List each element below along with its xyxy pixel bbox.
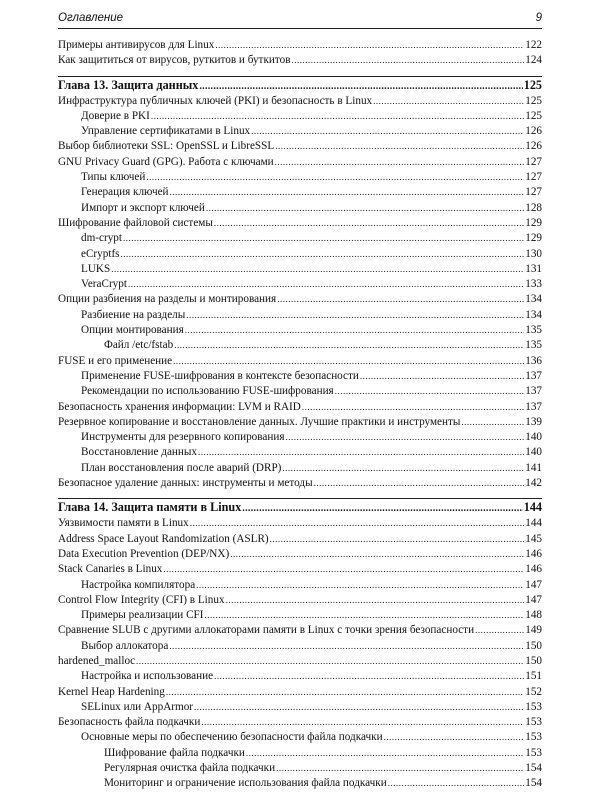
toc-entry — [58, 231, 542, 246]
toc-entry-page: 150 — [525, 639, 542, 652]
toc-entry — [58, 445, 542, 460]
toc-entry-title: Настройка компилятора — [81, 578, 196, 591]
toc-entry-title: Уязвимости памяти в Linux — [58, 517, 189, 530]
toc-entry-title: LUKS — [81, 262, 111, 275]
toc-entry-page: 127 — [525, 171, 542, 184]
toc-entry-title: Глава 14. Защита памяти в Linux — [58, 500, 242, 515]
dot-leader — [302, 400, 524, 415]
toc-entry-title: Kernel Heap Hardening — [58, 685, 165, 698]
toc-entry — [58, 639, 542, 654]
toc-entry-title: Безопасность хранения информации: LVM и RAID — [58, 400, 301, 413]
toc-entry — [58, 216, 542, 231]
dot-leader — [282, 461, 524, 476]
dot-leader — [314, 476, 525, 491]
toc-entry — [58, 247, 542, 262]
toc-entry — [58, 532, 542, 547]
toc-entry — [58, 323, 542, 338]
toc-entry — [58, 761, 542, 776]
toc-entry-page: 137 — [525, 369, 542, 382]
toc-entry — [58, 578, 542, 593]
running-header — [58, 10, 542, 29]
dot-leader — [196, 578, 524, 593]
dot-leader — [190, 516, 524, 531]
toc-entry-page: 150 — [525, 654, 542, 667]
toc-entry-title: Применение FUSE-шифрования в контексте безопасности — [81, 369, 359, 382]
toc-entry — [58, 608, 542, 623]
dot-leader — [246, 746, 524, 761]
toc-entry-page: 149 — [525, 624, 542, 637]
toc-entry-page: 153 — [525, 731, 542, 744]
toc-entry-page: 154 — [525, 777, 542, 790]
dot-leader — [146, 170, 524, 185]
dot-leader — [214, 216, 524, 231]
toc-entry-page: 125 — [525, 94, 542, 107]
toc-entry-page: 151 — [525, 670, 542, 683]
toc-entry — [58, 354, 542, 369]
toc-entry — [58, 308, 542, 323]
toc-entry — [58, 384, 542, 399]
toc-entry — [58, 201, 542, 216]
toc-entry-title: SELinux или AppArmor — [81, 700, 194, 713]
dot-leader — [242, 500, 522, 517]
toc-entry — [58, 562, 542, 577]
toc-entry-page: 152 — [525, 685, 542, 698]
toc-entry-page: 140 — [525, 431, 542, 444]
toc-entry-page: 147 — [525, 593, 542, 606]
toc-entry-title: Stack Canaries в Linux — [58, 563, 163, 576]
toc-entry-page: 137 — [525, 385, 542, 398]
toc-entry-page: 127 — [525, 155, 542, 168]
toc-entry-page: 148 — [525, 609, 542, 622]
dot-leader — [292, 53, 525, 68]
toc-entry-title: eCryptfs — [81, 247, 120, 260]
dot-leader — [285, 430, 524, 445]
dot-leader — [251, 124, 524, 139]
toc-entry-page: 144 — [525, 517, 542, 530]
dot-leader — [215, 38, 524, 53]
dot-leader — [199, 78, 522, 95]
toc-entry-page: 122 — [525, 39, 542, 51]
dot-leader — [198, 445, 524, 460]
toc-entry-title: Инфраструктура публичных ключей (PKI) и безопасность в Linux — [58, 94, 373, 107]
toc-entry-title: Как защититься от вирусов, руткитов и буткитов — [58, 54, 291, 67]
dot-leader — [128, 277, 524, 292]
toc-entry — [58, 476, 542, 491]
toc-entry-title: Импорт и экспорт ключей — [81, 201, 205, 214]
toc-entry-title: Файл /etc/fstab — [104, 339, 174, 352]
toc-entry-title: Примеры реализации CFI — [81, 609, 204, 622]
dot-leader — [276, 761, 524, 776]
toc-entry-title: Сравнение SLUB с другими аллокаторами памяти в Linux с точки зрения безопасности — [58, 624, 475, 637]
toc-entry-title: Безопасное удаление данных: инструменты и методы — [58, 477, 313, 490]
toc-entry-title: Мониторинг и ограничение использования файла подкачки — [104, 777, 387, 790]
toc-entry-title: Глава 13. Защита данных — [58, 77, 199, 92]
toc-entry-page: 126 — [525, 125, 542, 138]
dot-leader — [461, 415, 524, 430]
page-number: 9 — [535, 12, 542, 24]
toc-entry-title: Основные меры по обеспечению безопасности файла подкачки — [81, 731, 383, 744]
toc-entry-page: 144 — [523, 500, 542, 515]
dot-leader — [201, 715, 524, 730]
toc-entry-page: 130 — [525, 247, 542, 260]
toc-entry-title: Рекомендации по использованию FUSE-шифрования — [81, 385, 334, 398]
toc-entry — [58, 94, 542, 109]
toc-entry — [58, 262, 542, 277]
dot-leader — [275, 139, 524, 154]
dot-leader — [335, 384, 525, 399]
toc-entry-title: Безопасность файла подкачки — [58, 716, 201, 729]
toc-entry-page: 141 — [525, 461, 542, 474]
dot-leader — [226, 593, 525, 608]
toc-entry-title: Control Flow Integrity (CFI) в Linux — [58, 593, 225, 606]
toc-entry — [58, 746, 542, 761]
toc-entry-title: Разбиение на разделы — [81, 308, 186, 321]
dot-leader — [163, 562, 524, 577]
toc-entry-title: Примеры антивирусов для Linux — [58, 39, 215, 51]
toc-entry-page: 135 — [525, 324, 542, 337]
toc-entry — [58, 277, 542, 292]
toc-entry-title: Опции монтирования — [81, 324, 184, 337]
toc-entry — [58, 593, 542, 608]
table-of-contents — [58, 38, 542, 792]
toc-entry — [58, 155, 542, 170]
toc-entry-title: Генерация ключей — [81, 186, 169, 199]
dot-leader — [388, 776, 525, 791]
toc-entry-title: Доверие в PKI — [81, 109, 150, 122]
dot-leader — [169, 639, 524, 654]
toc-entry-page: 136 — [525, 354, 542, 367]
toc-entry-title: Настройка и использование — [81, 670, 214, 683]
toc-chapter-heading — [58, 499, 542, 516]
toc-entry-title: Address Space Layout Randomization (ASLR) — [58, 532, 269, 545]
toc-entry-title: hardened_malloc — [58, 654, 136, 667]
dot-leader — [277, 292, 524, 307]
dot-leader — [475, 623, 524, 638]
toc-entry — [58, 38, 542, 53]
toc-entry — [58, 292, 542, 307]
toc-entry — [58, 685, 542, 700]
dot-leader — [185, 323, 524, 338]
toc-entry-page: 139 — [525, 415, 542, 428]
toc-entry — [58, 415, 542, 430]
toc-entry-page: 125 — [525, 109, 542, 122]
toc-entry — [58, 400, 542, 415]
toc-entry-title: Типы ключей — [81, 171, 146, 184]
dot-leader — [151, 109, 524, 124]
toc-entry-title: Выбор аллокатора — [81, 639, 169, 652]
toc-entry — [58, 776, 542, 791]
toc-entry — [58, 109, 542, 124]
toc-entry — [58, 547, 542, 562]
toc-entry-page: 153 — [525, 746, 542, 759]
toc-entry-page: 129 — [525, 232, 542, 245]
dot-leader — [136, 654, 524, 669]
toc-entry — [58, 700, 542, 715]
dot-leader — [206, 201, 524, 216]
toc-entry-page: 134 — [525, 308, 542, 321]
toc-entry-title: Шифрование файла подкачки — [104, 746, 245, 759]
dot-leader — [205, 608, 525, 623]
toc-entry-title: Управление сертификатами в Linux — [81, 125, 251, 138]
toc-entry-page: 153 — [525, 716, 542, 729]
toc-entry-title: Восстановление данных — [81, 446, 197, 459]
toc-entry-page: 140 — [525, 446, 542, 459]
toc-entry-page: 128 — [525, 201, 542, 214]
running-header-title: Оглавление — [58, 12, 123, 24]
toc-entry-page: 153 — [525, 700, 542, 713]
toc-entry-title: Инструменты для резервного копирования — [81, 431, 285, 444]
dot-leader — [275, 155, 525, 170]
toc-entry — [58, 139, 542, 154]
dot-leader — [214, 669, 524, 684]
dot-leader — [166, 685, 524, 700]
dot-leader — [384, 730, 525, 745]
dot-leader — [186, 308, 524, 323]
toc-entry-page: 147 — [525, 578, 542, 591]
toc-entry-title: GNU Privacy Guard (GPG). Работа с ключами — [58, 155, 274, 168]
toc-entry — [58, 669, 542, 684]
dot-leader — [111, 262, 524, 277]
toc-entry-title: План восстановления после аварий (DRP) — [81, 461, 282, 474]
toc-entry-title: Data Execution Prevention (DEP/NX) — [58, 547, 230, 560]
toc-entry-page: 127 — [525, 186, 542, 199]
toc-entry-title: FUSE и его применение — [58, 354, 173, 367]
dot-leader — [194, 700, 524, 715]
toc-entry-page: 126 — [525, 140, 542, 153]
dot-leader — [173, 354, 524, 369]
toc-entry-page: 137 — [525, 400, 542, 413]
toc-entry-title: Шифрование файловой системы — [58, 216, 213, 229]
toc-entry — [58, 516, 542, 531]
dot-leader — [174, 338, 524, 353]
toc-entry-title: Регулярная очистка файла подкачки — [104, 762, 276, 775]
dot-leader — [230, 547, 524, 562]
toc-entry — [58, 124, 542, 139]
toc-entry-title: dm-crypt — [81, 232, 123, 245]
toc-entry — [58, 185, 542, 200]
toc-entry-page: 135 — [525, 339, 542, 352]
toc-entry-page: 125 — [523, 77, 542, 92]
toc-entry — [58, 53, 542, 68]
toc-entry — [58, 715, 542, 730]
toc-entry-page: 154 — [525, 762, 542, 775]
toc-entry-page: 134 — [525, 293, 542, 306]
dot-leader — [360, 369, 524, 384]
toc-entry-title: Выбор библиотеки SSL: OpenSSL и LibreSSL — [58, 140, 275, 153]
toc-entry-title: Резервное копирование и восстановление данных. Лучшие практики и инструменты — [58, 415, 461, 428]
toc-entry — [58, 730, 542, 745]
dot-leader — [170, 185, 525, 200]
toc-entry-page: 133 — [525, 278, 542, 291]
toc-entry — [58, 338, 542, 353]
toc-chapter-heading — [58, 77, 542, 94]
toc-entry — [58, 369, 542, 384]
toc-entry-page: 129 — [525, 216, 542, 229]
toc-entry — [58, 461, 542, 476]
toc-entry-page: 142 — [525, 477, 542, 490]
toc-entry-page: 131 — [525, 262, 542, 275]
toc-entry — [58, 623, 542, 638]
toc-entry-page: 145 — [525, 532, 542, 545]
toc-entry-page: 124 — [525, 54, 542, 67]
toc-entry-title: Опции разбиения на разделы и монтирования — [58, 293, 277, 306]
toc-entry — [58, 430, 542, 445]
toc-entry-title: VeraCrypt — [81, 278, 127, 291]
dot-leader — [123, 231, 524, 246]
dot-leader — [270, 532, 525, 547]
toc-entry — [58, 654, 542, 669]
toc-entry-page: 146 — [525, 563, 542, 576]
dot-leader — [373, 94, 524, 109]
toc-entry-page: 146 — [525, 547, 542, 560]
toc-entry — [58, 170, 542, 185]
dot-leader — [121, 247, 525, 262]
